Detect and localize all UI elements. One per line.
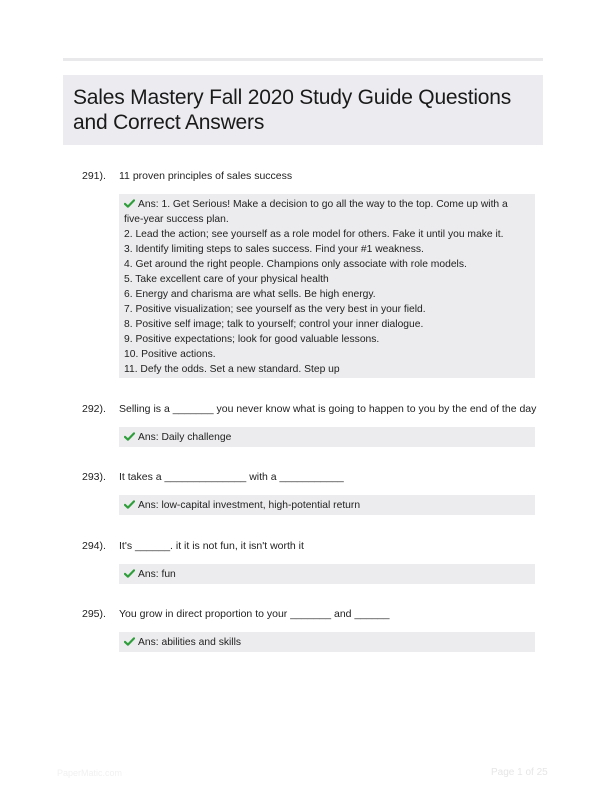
answer-text: Ans: 1. Get Serious! Make a decision to go all the way to the top. Come up with a five-year success plan. (124, 199, 508, 225)
question-text: 11 proven principles of sales success (119, 170, 293, 182)
question-text: Selling is a _______ you never know what is going to happen to you by the end of the day (119, 403, 537, 415)
question-number: 292). (82, 403, 106, 415)
question-text: It takes a ______________ with a ___________ (119, 471, 344, 483)
check-icon (124, 199, 135, 208)
question-text: It's ______. it it is not fun, it isn't worth it (119, 540, 304, 552)
check-icon (124, 569, 135, 578)
answer-text: Ans: abilities and skills (138, 637, 242, 648)
answer-line: 10. Positive actions. (124, 349, 216, 360)
answer-box (119, 632, 535, 652)
answer-line: 6. Energy and charisma are what sells. Be high energy. (124, 289, 376, 300)
answer-line (124, 197, 529, 227)
footer-watermark: PaperMatic.com (57, 768, 123, 778)
answer-line (124, 567, 529, 582)
answer-line: 7. Positive visualization; see yourself as the very best in your field. (124, 304, 426, 315)
question-number: 294). (82, 540, 106, 552)
page-indicator: Page 1 of 25 (491, 767, 548, 778)
top-divider (63, 58, 543, 61)
answer-line: 11. Defy the odds. Set a new standard. Step up (124, 364, 340, 375)
answer-text: Ans: Daily challenge (138, 432, 232, 443)
question-number: 295). (82, 608, 106, 620)
answer-line: 9. Positive expectations; look for good valuable lessons. (124, 334, 380, 345)
answer-line (124, 635, 529, 650)
answer-line: 4. Get around the right people. Champions only associate with role models. (124, 259, 467, 270)
answer-box (119, 564, 535, 584)
answer-text: Ans: low-capital investment, high-potential return (138, 500, 361, 511)
answer-line: 3. Identify limiting steps to sales success. Find your #1 weakness. (124, 244, 424, 255)
answer-line (124, 498, 529, 513)
answer-line (124, 430, 529, 445)
question-number: 293). (82, 471, 106, 483)
answer-line: 8. Positive self image; talk to yourself; control your inner dialogue. (124, 319, 424, 330)
document-title: Sales Mastery Fall 2020 Study Guide Questions and Correct Answers (73, 86, 512, 134)
question-number: 291). (82, 170, 106, 182)
answer-line: 2. Lead the action; see yourself as a role model for others. Fake it until you make it. (124, 229, 504, 240)
check-icon (124, 500, 135, 509)
check-icon (124, 637, 135, 646)
answer-box (119, 495, 535, 515)
question-text: You grow in direct proportion to your _______ and ______ (119, 608, 390, 620)
answer-line: 5. Take excellent care of your physical health (124, 274, 329, 285)
check-icon (124, 432, 135, 441)
answer-box (119, 194, 535, 378)
answer-box (119, 427, 535, 447)
answer-text: Ans: fun (138, 569, 176, 580)
title-banner (63, 75, 543, 145)
